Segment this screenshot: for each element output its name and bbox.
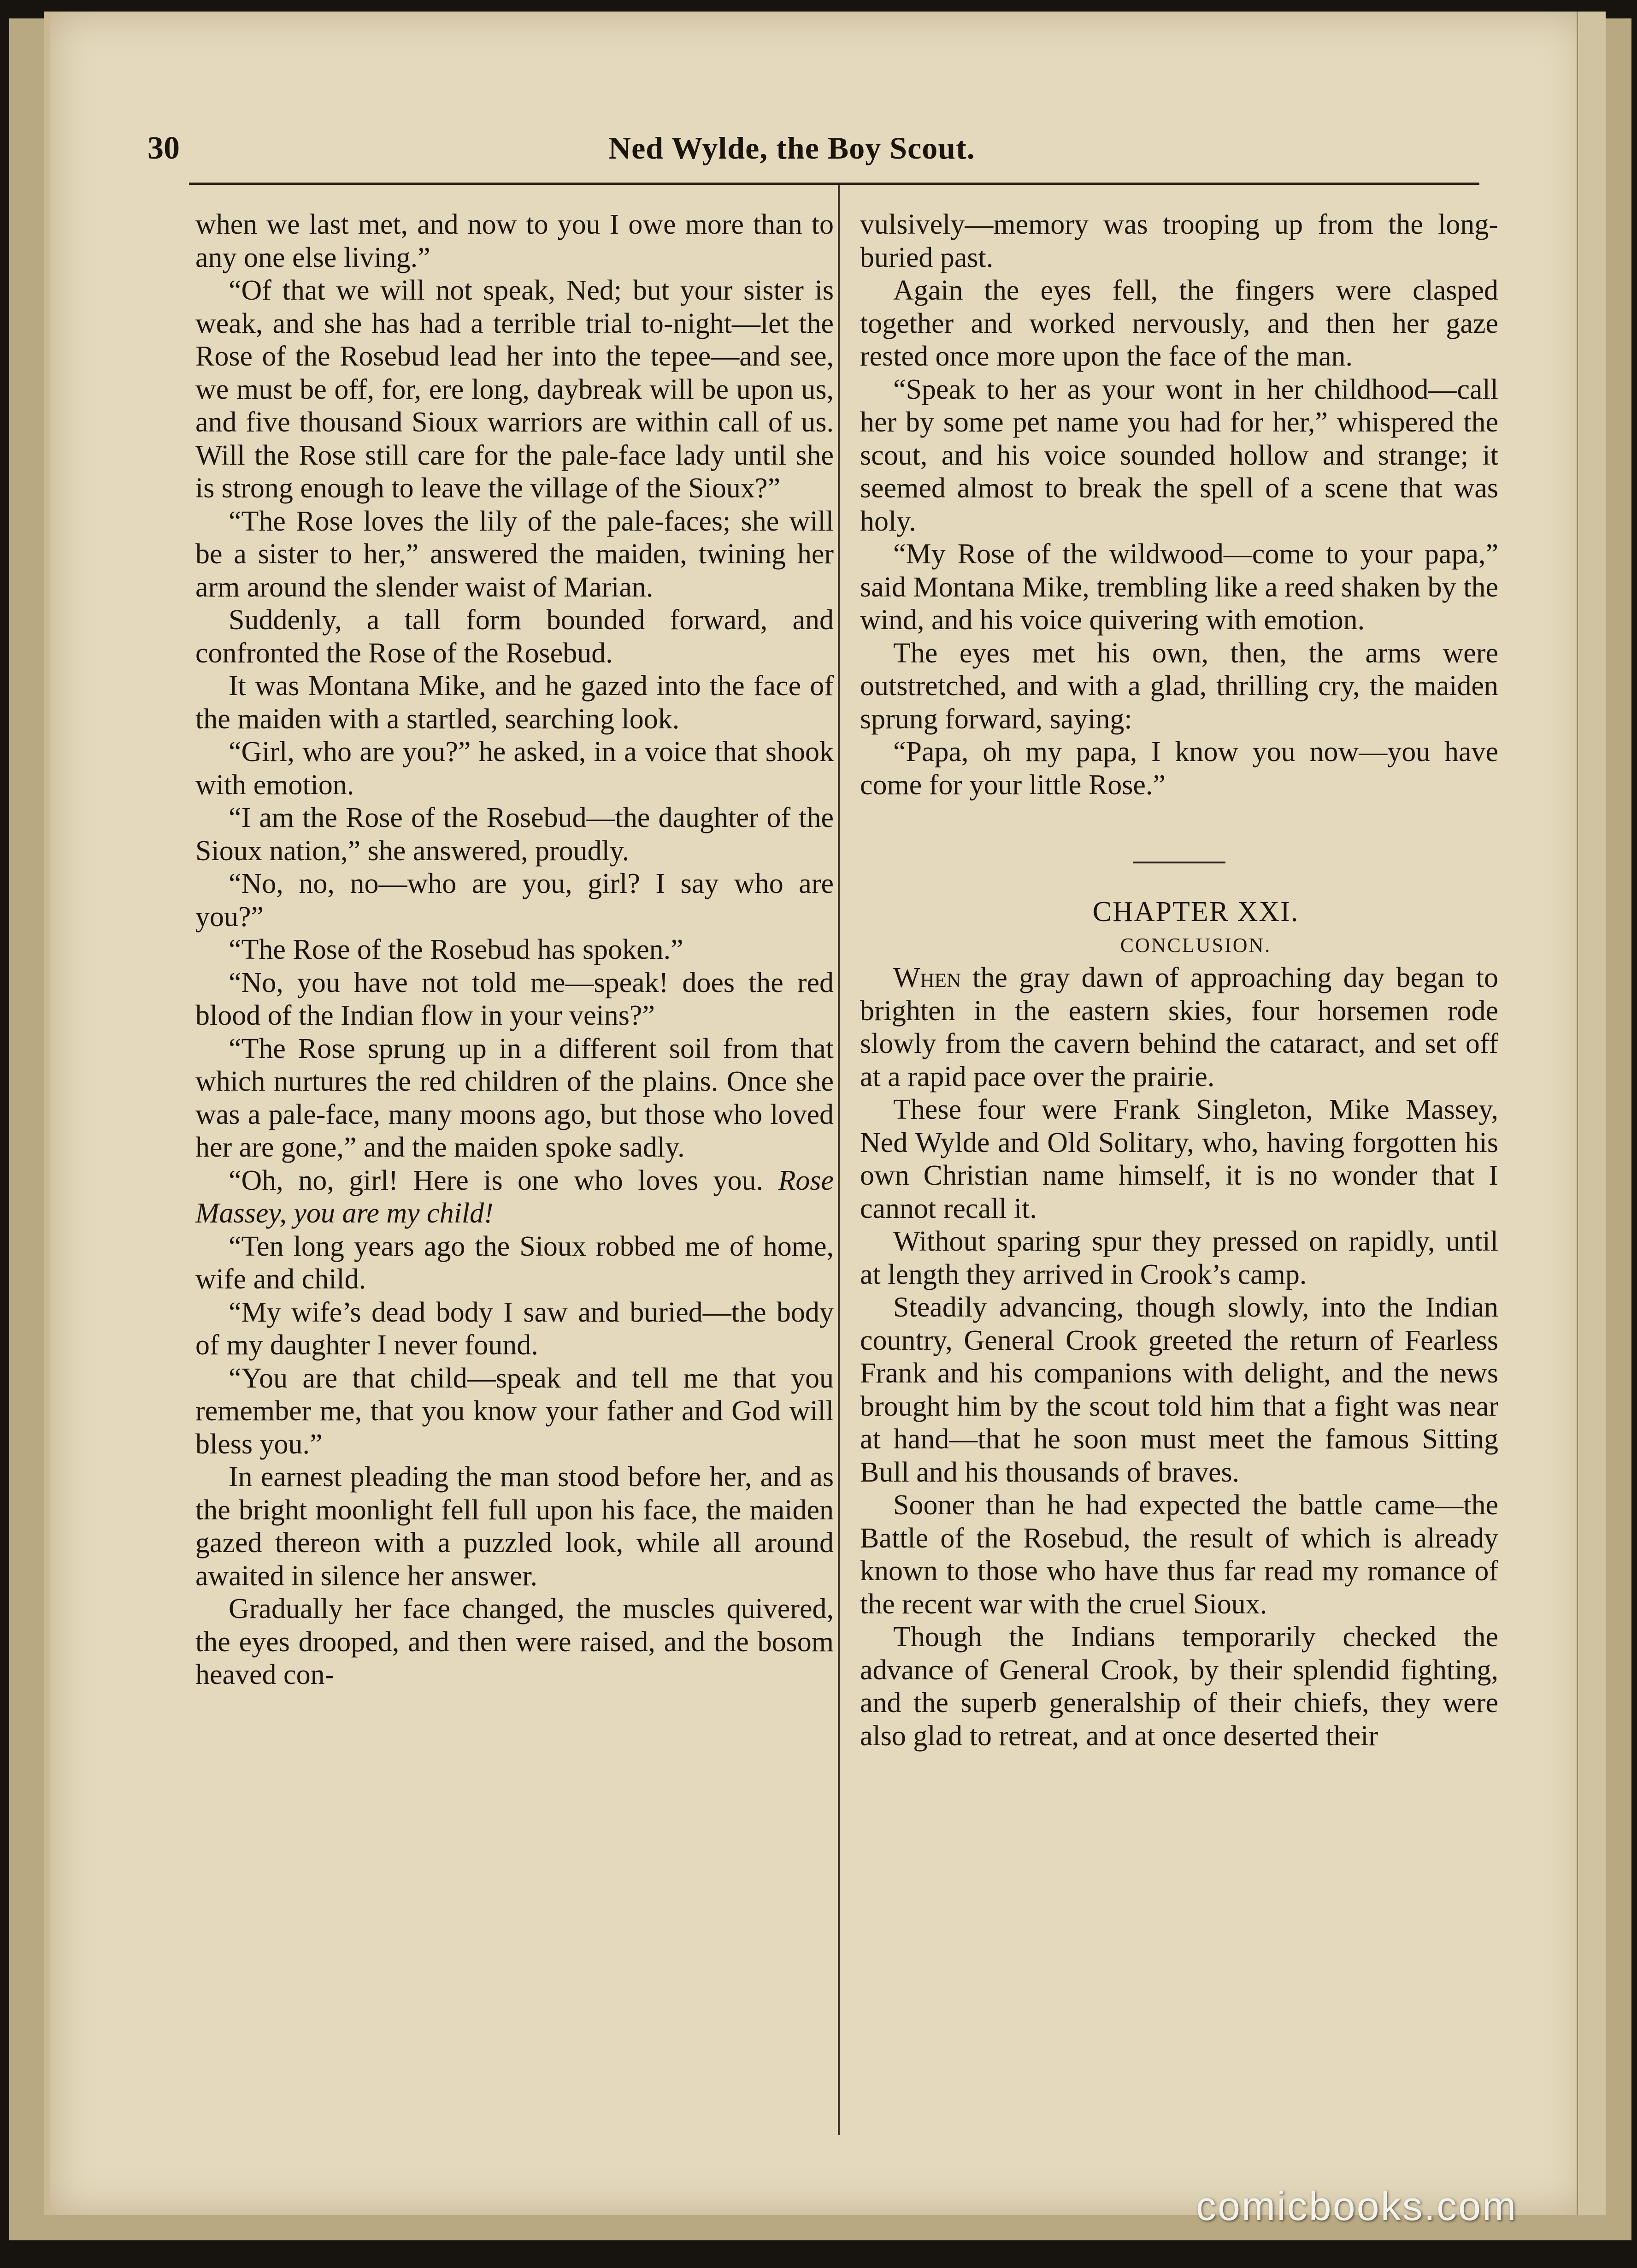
paragraph: It was Montana Mike, and he gazed into the face of the maiden with a startled, searching look. — [195, 670, 834, 735]
column-divider — [838, 185, 840, 2135]
paragraph: Again the eyes fell, the fingers were clasped together and worked nervously, and then her gaze rested once more upon the face of the man. — [860, 275, 1498, 372]
paragraph: when we last met, and now to you I owe more than to any one else living.” — [195, 209, 834, 273]
paragraph: “The Rose loves the lily of the pale-faces; she will be a sister to her,” answered the maiden, twining her arm around the slender waist of Marian. — [195, 505, 834, 603]
paragraph: In earnest pleading the man stood before her, and as the bright moonlight fell full upon his face, the maiden gazed thereon with a puzzled look, while all around awaited in silence her answer. — [195, 1461, 834, 1592]
paragraph: “My wife’s dead body I saw and buried—the body of my daughter I never found. — [195, 1296, 834, 1361]
running-header — [147, 130, 1484, 176]
paragraph: Though the Indians temporarily checked the advance of General Crook, by their splendid fighting, and the superb generalship of their chiefs, they were also glad to retreat, and at once deserted their — [860, 1621, 1498, 1752]
paragraph: The eyes met his own, then, the arms were outstretched, and with a glad, thrilling cry, the maiden sprung forward, saying: — [860, 637, 1498, 735]
paragraph: “Of that we will not speak, Ned; but your sister is weak, and she has had a terrible trial to-night—let the Rose of the Rosebud lead her into the tepee—and see, we must be off, for, ere long, daybreak will be upon us, and five thousand Sioux warriors are within call of us. Will the Rose still care for the pale-face lady until she is strong enough to leave the village of the Sioux?” — [195, 275, 834, 504]
paragraph: Suddenly, a tall form bounded forward, and confronted the Rose of the Rosebud. — [195, 604, 834, 669]
running-title: Ned Wylde, the Boy Scout. — [608, 130, 975, 165]
paragraph: “My Rose of the wildwood—come to your papa,” said Montana Mike, trembling like a reed shaken by the wind, and his voice quivering with emotion. — [860, 538, 1498, 636]
paragraph: “You are that child—speak and tell me that you remember me, that you know your father and God will bless you.” — [195, 1362, 834, 1460]
paragraph: “The Rose of the Rosebud has spoken.” — [229, 934, 683, 965]
paragraph: “No, no, no—who are you, girl? I say who are you?” — [195, 868, 834, 933]
header-rule — [189, 183, 1479, 185]
paragraph: “Girl, who are you?” he asked, in a voice that shook with emotion. — [195, 736, 834, 801]
paragraph: Gradually her face changed, the muscles quivered, the eyes drooped, and then were raised, and the bosom heaved con- — [195, 1593, 834, 1690]
paragraph: “Ten long years ago the Sioux robbed me of home, wife and child. — [195, 1230, 834, 1295]
paragraph: “No, you have not told me—speak! does the red blood of the Indian flow in your veins?” — [195, 967, 834, 1031]
paragraph: Steadily advancing, though slowly, into the Indian country, General Crook greeted the return of Fearless Frank and his companions with delight, and the news brought him by the scout told him that a fight was near at hand—that he soon must meet the famous Sitting Bull and his thousands of braves. — [860, 1292, 1498, 1488]
right-column — [860, 208, 1498, 1753]
paragraph-text: “Oh, no, girl! Here is one who loves you. — [229, 1164, 778, 1196]
left-column — [195, 208, 834, 1692]
chapter-rule — [1133, 862, 1225, 863]
paragraph-text: the gray dawn of approaching day began to brighten in the eastern skies, four horsemen rode slowly from the cavern behind the cataract, and set off at a rapid pace over the prairie. — [860, 962, 1498, 1093]
paragraph — [195, 1164, 834, 1230]
italic-text: Rose Massey, you are my child! — [195, 1164, 834, 1229]
paragraph: “Papa, oh my papa, I know you now—you have come for your little Rose.” — [860, 736, 1498, 801]
chapter-first-word: When — [893, 962, 961, 993]
paragraph: These four were Frank Singleton, Mike Massey, Ned Wylde and Old Solitary, who, having forgotten his own Christian name himself, it is no wonder that I cannot recall it. — [860, 1094, 1498, 1224]
paragraph: “I am the Rose of the Rosebud—the daughter of the Sioux nation,” she answered, proudly. — [195, 802, 834, 867]
paragraph: Sooner than he had expected the battle came—the Battle of the Rosebud, the result of which is already known to those who have thus far read my romance of the recent war with the cruel Sioux. — [860, 1489, 1498, 1620]
paragraph: “Speak to her as your wont in her childhood—call her by some pet name you had for her,” whispered the scout, and his voice sounded hollow and strange; it seemed almost to break the spell of a scene that was holy. — [860, 373, 1498, 537]
chapter-subtitle: CONCLUSION. — [1120, 933, 1272, 957]
chapter-title: CHAPTER XXI. — [1092, 896, 1299, 927]
page-edge — [1577, 12, 1606, 2215]
paragraph: vulsively—memory was trooping up from the long-buried past. — [860, 209, 1498, 273]
paragraph — [860, 962, 1498, 1093]
paragraph: Without sparing spur they pressed on rapidly, until at length they arrived in Crook’s camp. — [860, 1226, 1498, 1290]
watermark: comicbooks.com — [1196, 2183, 1518, 2229]
paragraph: “The Rose sprung up in a different soil from that which nurtures the red children of the plains. Once she was a pale-face, many moons ago, but those who loved her are gone,” and the maiden spoke sadly. — [195, 1033, 834, 1163]
page-number: 30 — [147, 130, 180, 166]
